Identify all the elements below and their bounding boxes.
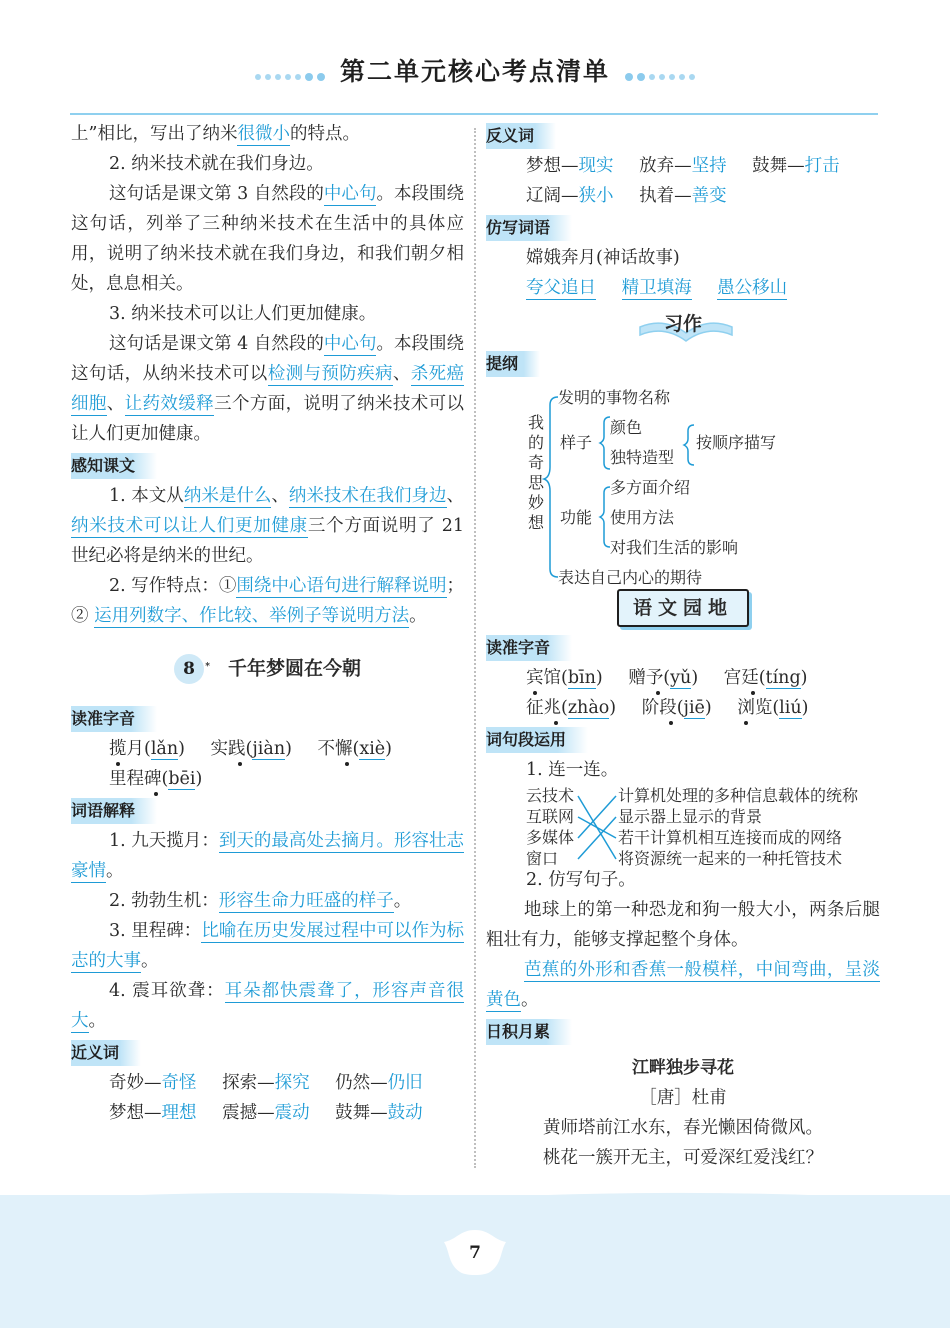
pron-item: 实践(jiàn) (210, 738, 292, 759)
writing-section-title: 习作 (486, 309, 880, 343)
imitate-answers: 夸父追日 精卫填海 愚公移山 (526, 278, 788, 298)
pron-row-2 (71, 764, 464, 794)
poem-line: 桃花一簇开无主，可爱深红爱浅红？ (543, 1148, 823, 1168)
vocab-1: 1. 九天揽月：到天的最高处去摘月。形容壮志豪情。 (71, 830, 465, 881)
poem-line: 黄师塔前江水东，春光懒困倚微风。 (543, 1118, 823, 1138)
tag-outline: 提纲 (486, 351, 540, 377)
intro-paragraph: 上”相比，写出了纳米很微小的特点。 (71, 124, 360, 144)
match-right-list (618, 785, 858, 869)
outline-diagram (486, 379, 880, 587)
match-left-list (526, 785, 574, 869)
tag-antonyms: 反义词 (486, 123, 556, 149)
outline-node: 使用方法 (610, 508, 675, 527)
sentence-3: 3. 纳米技术可以让人们更加健康。 (109, 304, 377, 324)
sentence-3-explain: 这句话是课文第 4 自然段的中心句。本段围绕这句话，从纳米技术可以检测与预防疾病、杀死癌细胞、让药效缓释三个方面，说明了纳米技术可以让人们更加健康。 (71, 334, 465, 444)
tag-pronunciation: 读准字音 (486, 635, 572, 661)
right-column (486, 119, 880, 1173)
vocab-4: 4. 震耳欲聋：耳朵都快震聋了，形容声音很大。 (71, 980, 464, 1031)
match-left-item: 窗口 (526, 849, 559, 868)
sentence-2-explain: 这句话是课文第 3 自然段的中心句。本段围绕这句话，列举了三种纳米技术在生活中的具体应用，说明了纳米技术就在我们身边，和我们朝夕相处，息息相关。 (71, 184, 465, 294)
outline-node: 功能 (560, 508, 593, 527)
q2-example: 地球上的第一种恐龙和狗一般大小，两条后腿粗壮有力，能够支撑起整个身体。 (486, 900, 880, 950)
matching-exercise (486, 785, 880, 868)
match-right-item: 若干计算机相互连接而成的网络 (618, 828, 843, 847)
tag-pronunciation: 读准字音 (71, 706, 157, 732)
left-column (71, 119, 464, 1128)
match-left-item: 多媒体 (526, 828, 575, 847)
pron-item: 不懈(xiè) (317, 738, 392, 759)
outline-node: 独特造型 (610, 448, 675, 467)
imitate-example: 嫦娥奔月(神话故事) (526, 248, 680, 268)
tag-accumulate: 日积月累 (486, 1019, 572, 1045)
page-header (0, 52, 950, 102)
outline-node: 多方面介绍 (610, 478, 691, 497)
sentence-2: 2. 纳米技术就在我们身边。 (109, 154, 324, 174)
tag-usage: 词句段运用 (486, 727, 588, 753)
outline-node: 样子 (560, 433, 593, 452)
lesson-title: 千年梦圆在今朝 (227, 657, 361, 680)
perceive-2: 2. 写作特点：①围绕中心语句进行解释说明；② 运用列数字、作比较、举例子等说明方法。 (71, 576, 465, 626)
match-right-item: 计算机处理的多种信息载体的统称 (618, 786, 859, 805)
column-divider (474, 128, 476, 1168)
tag-perceive: 感知课文 (71, 453, 157, 479)
yuwen-garden-title: 语文园地 (486, 589, 880, 627)
pron-item: 里程碑(bēi) (109, 768, 203, 789)
outline-node: 按顺序描写 (696, 433, 777, 452)
pron-item: 揽月(lǎn) (109, 738, 185, 759)
q2-answer: 芭蕉的外形和香蕉一般模样，中间弯曲，呈淡黄色。 (486, 960, 880, 1010)
question-1: 1. 连一连。 (526, 760, 619, 780)
vocab-3: 3. 里程碑：比喻在历史发展过程中可以作为标志的大事。 (71, 920, 464, 971)
poem-author: ［唐］杜甫 (639, 1088, 727, 1108)
match-right-item: 将资源统一起来的一种托管技术 (618, 849, 843, 868)
match-right-item: 显示器上显示的背景 (618, 807, 763, 826)
poem-title: 江畔独步寻花 (632, 1058, 734, 1078)
syn-row-2: 梦想—理想 震撼—震动 鼓舞—鼓动 (109, 1102, 423, 1123)
outline-node: 颜色 (610, 418, 643, 437)
match-left-item: 互联网 (526, 807, 575, 826)
header-rule (70, 113, 878, 115)
perceive-1: 1. 本文从纳米是什么、纳米技术在我们身边、纳米技术可以让人们更加健康三个方面说明了 21 世纪必将是纳米的世纪。 (71, 486, 465, 566)
outline-node: 对我们生活的影响 (610, 538, 739, 557)
question-2: 2. 仿写句子。 (526, 870, 636, 890)
outline-node: 表达自己内心的期待 (558, 568, 703, 587)
lesson-heading (71, 651, 464, 686)
pron-row-1 (71, 734, 464, 764)
ant-row-2: 辽阔—狭小 执着—善变 (526, 186, 727, 206)
outline-node: 发明的事物名称 (558, 388, 671, 407)
match-left-item: 云技术 (526, 786, 575, 805)
syn-row-1: 奇妙—奇怪 探索—探究 仍然—仍旧 (109, 1072, 423, 1093)
page-number: 7 (469, 1243, 481, 1263)
page-title: 第二单元核心考点清单 (339, 57, 610, 86)
pron-row-1: 宾馆(bīn) 赠予(yǔ) 宫廷(tíng) (526, 668, 808, 688)
decor-dots-left (253, 66, 327, 85)
tag-vocab: 词语解释 (71, 798, 157, 824)
decor-dots-right (623, 66, 697, 85)
ant-row-1: 梦想—现实 放弃—坚持 鼓舞—打击 (526, 156, 840, 176)
pron-row-2: 征兆(zhào) 阶段(jiē) 浏览(liú) (526, 698, 809, 718)
tag-imitate: 仿写词语 (486, 215, 572, 241)
outline-root: 我的奇思妙想 (527, 413, 544, 532)
vocab-2: 2. 勃勃生机：形容生命力旺盛的样子。 (109, 890, 412, 911)
tag-synonyms: 近义词 (71, 1040, 141, 1066)
lesson-number: 8 * (174, 654, 204, 684)
